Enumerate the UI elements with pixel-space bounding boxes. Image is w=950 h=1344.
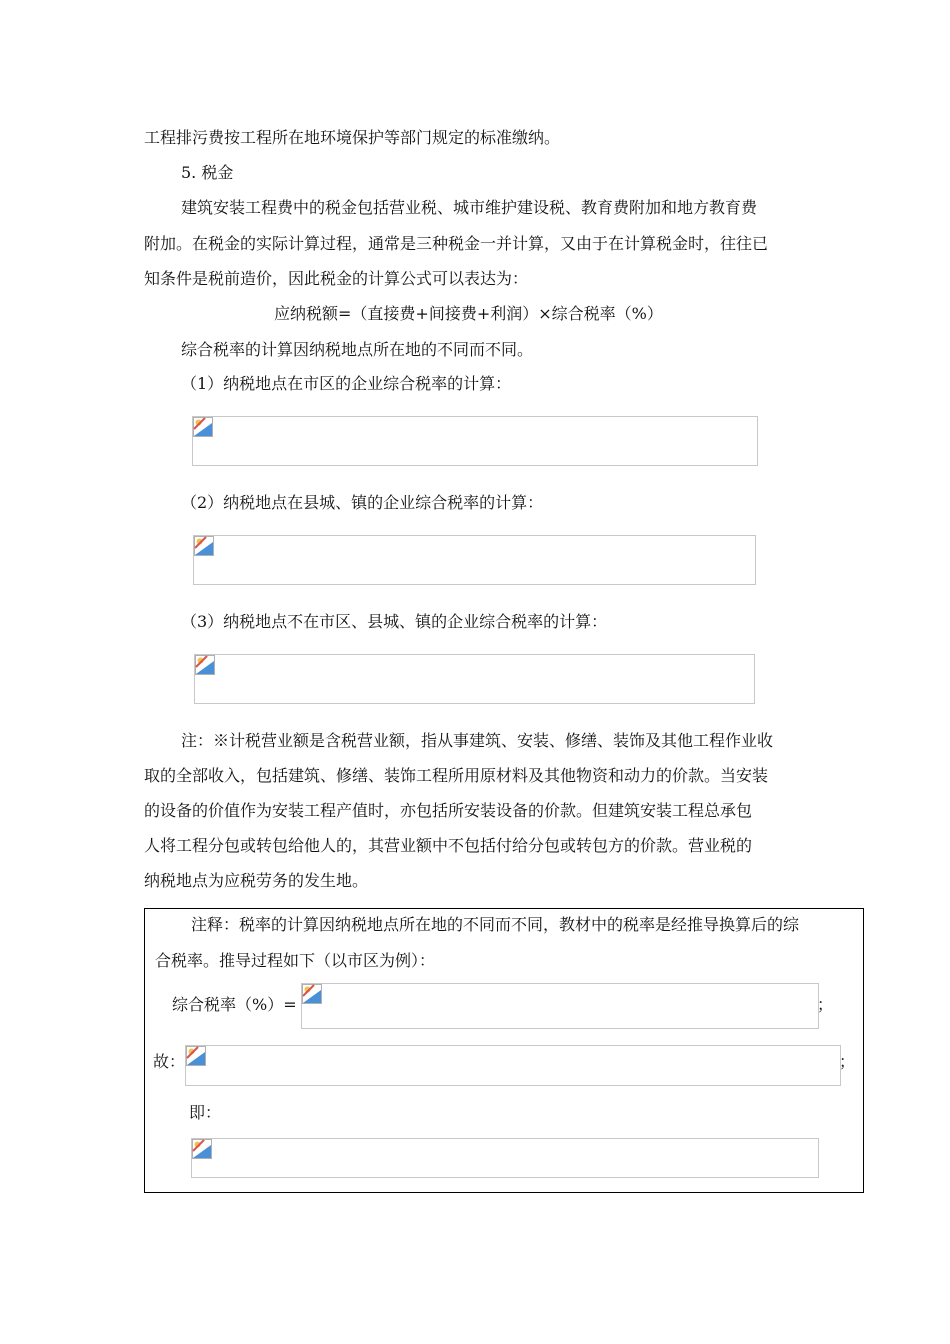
- tax-formula: 应纳税额=（直接费+间接费+利润）×综合税率（%）: [274, 304, 663, 323]
- note-line: 取的全部收入，包括建筑、修缮、装饰工程所用原材料及其他物资和动力的价款。当安装: [144, 766, 769, 785]
- formula-image-2: [193, 535, 756, 585]
- paragraph-line: 工程排污费按工程所在地环境保护等部门规定的标准缴纳。: [144, 128, 561, 147]
- annotation-line: 合税率。推导过程如下（以市区为例）：: [155, 951, 436, 970]
- list-item-1: （1）纳税地点在市区的企业综合税率的计算：: [181, 374, 512, 393]
- broken-image-icon: [195, 655, 215, 675]
- gu-end-punct: ；: [839, 1052, 856, 1071]
- broken-image-icon: [192, 1139, 212, 1159]
- rate-end-punct: ；: [817, 995, 834, 1014]
- list-item-2: （2）纳税地点在县城、镇的企业综合税率的计算：: [181, 493, 544, 512]
- broken-image-icon: [193, 417, 213, 437]
- ji-formula-image: [191, 1138, 819, 1178]
- broken-image-icon: [186, 1046, 206, 1066]
- list-item-3: （3）纳税地点不在市区、县城、镇的企业综合税率的计算：: [181, 612, 608, 631]
- paragraph-line: 建筑安装工程费中的税金包括营业税、城市维护建设税、教育费附加和地方教育费: [181, 198, 758, 217]
- rate-label: 综合税率（%）=: [172, 995, 297, 1014]
- gu-formula-image: [185, 1045, 841, 1086]
- paragraph-line: 综合税率的计算因纳税地点所在地的不同而不同。: [181, 340, 534, 359]
- annotation-line: 注释：税率的计算因纳税地点所在地的不同而不同，教材中的税率是经推导换算后的综: [191, 915, 800, 934]
- ji-label: 即：: [189, 1103, 222, 1122]
- broken-image-icon: [302, 984, 322, 1004]
- rate-formula-image: [301, 983, 819, 1029]
- formula-image-3: [194, 654, 755, 704]
- note-line: 注：※计税营业额是含税营业额，指从事建筑、安装、修缮、装饰及其他工程作业收: [181, 731, 774, 750]
- note-line: 的设备的价值作为安装工程产值时，亦包括所安装设备的价款。但建筑安装工程总承包: [144, 801, 753, 820]
- note-line: 纳税地点为应税劳务的发生地。: [144, 871, 369, 890]
- annotation-box: [144, 908, 864, 1193]
- section-heading: 5. 税金: [181, 163, 234, 182]
- note-line: 人将工程分包或转包给他人的，其营业额中不包括付给分包或转包方的价款。营业税的: [144, 836, 753, 855]
- broken-image-icon: [194, 536, 214, 556]
- formula-image-1: [192, 416, 758, 466]
- gu-label: 故：: [153, 1052, 186, 1071]
- paragraph-line: 附加。在税金的实际计算过程，通常是三种税金一并计算，又由于在计算税金时，往往已: [144, 234, 769, 253]
- paragraph-line: 知条件是税前造价，因此税金的计算公式可以表达为：: [144, 269, 529, 288]
